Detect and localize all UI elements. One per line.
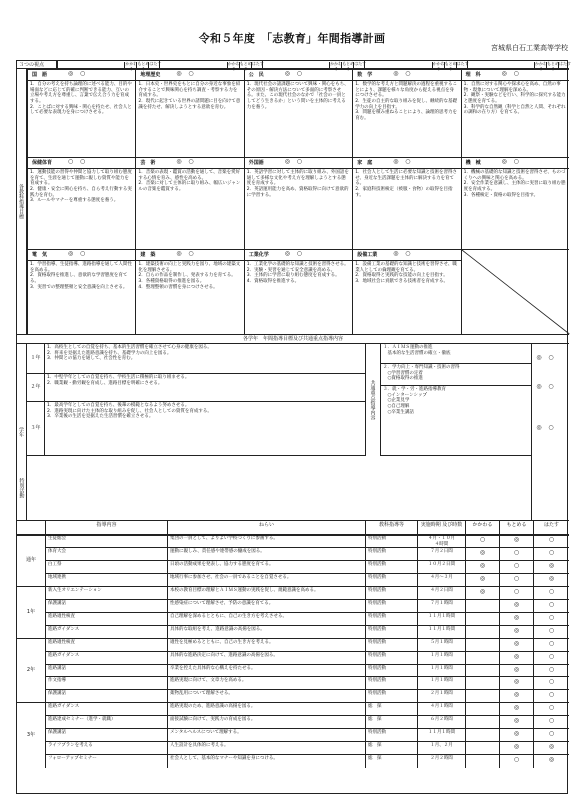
view-mark: ◎ (501, 70, 507, 77)
view-header-group (262, 61, 365, 69)
view-mark: ◎ (176, 250, 182, 257)
view-mark: ◎ (68, 70, 74, 77)
activity-aim: 運動に親しみ、責任感や連帯感の醸成を図る。 (167, 548, 365, 561)
activity-mark: ◎ (499, 652, 533, 665)
activity-subject: 特別活動 (365, 639, 417, 652)
activity-subject: 総 探 (365, 716, 417, 729)
activity-timing: １１月１時間 (417, 613, 465, 626)
view-header-group (159, 61, 262, 69)
table-row (45, 664, 569, 677)
subjects-grid (17, 69, 569, 334)
activity-aim: 自己理解を深めるとともに、自己の生き方を考えさせる。 (167, 613, 365, 626)
activity-subject: 特別活動 (365, 677, 417, 690)
table-header: ねらい (167, 521, 365, 535)
activity-mark: ○ (499, 574, 533, 587)
activity-aim: 卒業を控えた具体的な心構えを持たせる。 (167, 665, 365, 678)
activity-name: フォローアップセミナー (45, 755, 167, 768)
goals-header (17, 334, 569, 344)
subject-header (28, 158, 135, 169)
table-row (45, 586, 569, 599)
goal-mark: ○ (548, 354, 554, 361)
activity-mark: ◎ (533, 561, 569, 574)
activity-aim: 具体的な進路決定に向けて、進路意識の高揚を図る。 (167, 652, 365, 665)
activity-aim: 性感染症について理解させ、予防の意識を育てる。 (167, 600, 365, 613)
group-label: 1年 (17, 586, 45, 638)
table-header: 指導内容 (45, 521, 167, 535)
subject-text: 1．機械の基礎的な知識と技術を習得させ、ものづくりへの興味と関心を高める。 2．安全作業を意識し、主体的に実習に取り組む態度を育成する。 3．各種検定・資格の取得を目指す。 (463, 170, 566, 198)
activity-mark: ○ (499, 587, 533, 600)
table-row (45, 560, 569, 573)
view-mark: ◎ (284, 250, 291, 257)
activity-timing: １月１時間 (417, 665, 465, 678)
activity-mark: ○ (533, 703, 569, 716)
subject-cell (135, 69, 243, 157)
activity-name: 進路ガイダンス (45, 652, 167, 665)
activity-name: 進路適性検査 (45, 613, 167, 626)
view-mark: ○ (80, 250, 86, 257)
three-views-label: ３つの視点 (17, 61, 57, 69)
subject-text: 1．数学的な考え方と問題解決の過程を重視することにより、課題を様々な角度から捉える視点を身につけさせる。 2．生徒の自主的な取り組みを促し、継続的な基礎学力の向上を目指す。 3．問題を積み重ねることにより、論理的思考力を育む。 (355, 82, 458, 121)
subject-cell (461, 157, 569, 249)
subject-header (245, 158, 352, 169)
activity-timing: １０月２日間 (417, 561, 465, 574)
subject-name: 工業化学 (248, 252, 269, 258)
activity-mark: ◎ (499, 665, 533, 678)
activity-timing: ２月１時間 (417, 690, 465, 703)
view-mark: ○ (405, 250, 411, 257)
subject-header (353, 70, 460, 81)
activity-name: 進路ガイダンス (45, 626, 167, 639)
plan-table (16, 60, 571, 794)
activity-mark: ○ (533, 535, 569, 548)
activity-mark: ◎ (465, 574, 499, 587)
subject-name: 芸 術 (140, 160, 156, 166)
activity-mark: ○ (533, 677, 569, 690)
view-header-group (364, 61, 467, 69)
activity-aim: 本校の教育目標の理解とＡＩＭＳ運動の実践を促し、規範意識を高める。 (167, 587, 365, 600)
subject-name: 外国語 (248, 160, 264, 166)
subject-header (245, 70, 352, 81)
activity-mark: ○ (533, 548, 569, 561)
subject-header (28, 250, 135, 261)
activity-timing: ７月２日間 (417, 548, 465, 561)
activity-mark: ◎ (465, 548, 499, 561)
goal-text: 1．最高学年としての自覚を持ち、後輩の模範となるよう努めさせる。 2．進路実現に向けた主体的な取り組みを促し、社会人としての資質を育成する。 3．卒業後の生活を見据えた生活習慣を確立させる。 (45, 402, 365, 456)
activity-mark: ◎ (533, 742, 569, 755)
table-row (45, 676, 569, 689)
activity-name: 進路適性検査 (45, 639, 167, 652)
activity-aim: 適性を見極めるとともに、自己の生き方を考える。 (167, 639, 365, 652)
activity-mark: ◎ (499, 613, 533, 626)
goal-text: 1．中堅学年としての自覚を持ち、学校生活に積極的に取り組ませる。 2．職業観・勤労観を育成し、進路目標を明確にさせる。 (45, 374, 365, 402)
joint-item: ３．就・学・労・進路指導教育 ○インターンシップ ○企業見学 ○自己理解 ○卒業生講話 (381, 386, 531, 456)
diagonal-line (462, 250, 569, 334)
activity-mark: ◎ (499, 716, 533, 729)
activity-subject: 特別活動 (365, 587, 417, 600)
side-label-subjects: 各教科指導目標 (17, 69, 27, 334)
activity-name: 地域連携 (45, 574, 167, 587)
goal-year: ３年 (27, 402, 45, 456)
view-header: かかわる (534, 61, 547, 71)
activity-subject: 特別活動 (365, 548, 417, 561)
table-header: はたす (533, 521, 569, 535)
table-row (45, 728, 569, 741)
view-header-strip (57, 61, 569, 69)
subject-text: 1．自然に対する関心や探求心を高め、自然の事物・現象について理解を深める。 2．観察・実験などを行い、科学的に探究する能力と態度を育てる。 3．科学的な自然観（科学と自然と人間、それぞれの調和の在り方）を育てる。 (463, 82, 566, 116)
activity-mark: ◎ (499, 703, 533, 716)
activity-timing: ２月２時間 (417, 755, 465, 768)
activity-mark: ◎ (499, 600, 533, 613)
table-row (45, 625, 569, 638)
activity-subject: 特別活動 (365, 626, 417, 639)
view-header: はたす (148, 62, 161, 69)
view-header: もとめる (239, 61, 252, 71)
view-mark: ○ (80, 70, 86, 77)
subject-text: 1．現代社会の諸課題について興味・関心をもち、その原因・解決方法について多面的に考察させる。また、この現代社会のなかで「社会の一員としてどう生きるか」という問いを主体的に考える力を養う。 (246, 82, 349, 110)
subject-name: 電 気 (32, 252, 48, 258)
subject-name: 理 科 (465, 72, 481, 78)
view-mark: ○ (513, 158, 519, 165)
activity-rows (17, 534, 569, 793)
table-row (45, 651, 569, 664)
view-header: はたす (456, 62, 469, 69)
view-mark: ◎ (393, 158, 399, 165)
table-header: 教科指導等 (365, 521, 417, 535)
subject-name: 設備工業 (357, 252, 378, 258)
activity-mark: ◎ (533, 574, 569, 587)
activity-mark: ◎ (499, 639, 533, 652)
activity-mark: ◎ (499, 729, 533, 742)
view-mark: ◎ (176, 70, 182, 77)
school-name: 宮城県白石工業高等学校 (491, 44, 568, 52)
table-row (45, 534, 569, 547)
activity-subject: 特別活動 (365, 574, 417, 587)
activity-mark: ○ (533, 626, 569, 639)
table-row (45, 638, 569, 651)
view-mark: ◎ (284, 158, 291, 165)
view-mark: ○ (513, 70, 519, 77)
side-label-tokkatsu: 特別活動 (18, 478, 25, 498)
joint-header: 共通重点指導内容 (365, 344, 381, 456)
activity-subject: 特別活動 (365, 652, 417, 665)
subject-cell (27, 249, 135, 334)
activity-mark: ○ (533, 613, 569, 626)
activity-aim: 社会人として、基本的なマナーや知識を身につける。 (167, 755, 365, 768)
goal-mark: ◎ (536, 354, 542, 361)
goal-mark: ◎ (536, 383, 542, 390)
group-label: 通年 (17, 534, 45, 586)
activity-timing: ６月２時間 (417, 716, 465, 729)
activity-mark: ◎ (499, 535, 533, 548)
marks-separator (531, 344, 532, 520)
view-header: はたす (251, 62, 264, 69)
table-row (45, 702, 569, 715)
activity-mark: ○ (499, 561, 533, 574)
activity-mark: ○ (533, 587, 569, 600)
empty-cell (461, 249, 569, 334)
view-mark: ○ (405, 158, 411, 165)
view-header-group (57, 61, 160, 69)
view-mark: ○ (296, 70, 303, 77)
activity-mark: ○ (499, 755, 533, 768)
activity-subject: 総 探 (365, 755, 417, 768)
joint-item: １．ＡＩＭＳ運動の推進 基本的な生活習慣の確立・徹底 (381, 344, 531, 364)
goal-year: ２年 (27, 374, 45, 402)
activity-mark: ○ (499, 548, 533, 561)
subject-header (245, 250, 352, 261)
subject-text: 1．建築技術の向上と実践力を図り、地域の建築文化を理解させる。 2．自らの作品を制作し、発表する力を育てる。 3．各種資格取得の推進を図る。 4．整理整頓の習慣を身につけさせる。 (138, 262, 241, 290)
activity-name: 進路講話 (45, 665, 167, 678)
activity-timing: １月１時間 (417, 652, 465, 665)
activity-mark: ○ (533, 716, 569, 729)
view-header: はたす (353, 62, 366, 69)
activity-timing: １１月１時間 (417, 729, 465, 742)
subject-name: 公 民 (248, 72, 264, 78)
activity-mark: ○ (533, 729, 569, 742)
view-mark: ◎ (284, 70, 291, 77)
activity-name: 保護講話 (45, 600, 167, 613)
view-mark: ○ (188, 158, 194, 165)
activity-name: 新入生オリエンテーション (45, 587, 167, 600)
activity-mark: ○ (465, 535, 499, 548)
view-header: かかわる (125, 61, 138, 71)
table-row (45, 715, 569, 728)
subject-cell (352, 249, 460, 334)
subject-header (136, 250, 243, 261)
subject-text: 1．設備工業の基礎的な知識と技術を習得させ、職業人としての倫理観を育てる。 2．資格取得と実践的な技能の向上を目指す。 3．地域社会に貢献できる技術者を育成する。 (355, 262, 457, 284)
activity-aim: 薬物乱用について理解させる。 (167, 690, 365, 703)
activity-subject: 総 探 (365, 703, 417, 716)
view-header: かかわる (227, 61, 240, 71)
subject-name: 家 庭 (357, 160, 373, 166)
activity-mark: ◎ (533, 755, 569, 768)
activity-aim: 進路実現のため、進路意識の高揚を図る。 (167, 703, 365, 716)
activity-mark: ○ (533, 600, 569, 613)
table-row (45, 573, 569, 586)
side-label-year: 学年 (17, 344, 27, 520)
activity-subject: 総 探 (365, 742, 417, 755)
activity-aim: 具体的な取組を考え、進路意識の高揚を図る。 (167, 626, 365, 639)
view-header: もとめる (137, 61, 150, 71)
activity-timing: ７月１時間 (417, 600, 465, 613)
subject-name: 国 語 (32, 72, 48, 78)
activity-mark: ◎ (465, 587, 499, 600)
view-mark: ○ (68, 158, 74, 165)
subject-text: 1．学習指導、生徒指導、進路指導を通して人間性を高める。 2．資格取得を推進し、意欲的な学習態度を育てる。 3．実習での整理整頓と安全意識を向上させる。 (30, 262, 132, 290)
activity-aim: 人生設計を具体的に考える。 (167, 742, 365, 755)
goal-mark: ○ (548, 383, 554, 390)
subject-text: 1．運動技能の習得や仲間と協力して取り組む態度を育て、生涯を通じて運動に親しむ資質や能力を育成する。 2．健康・安全に関心を持ち、自ら考え行動する実践力を育む。 3．ルールやマナーを尊重する態度を養う。 (30, 170, 132, 204)
view-header: もとめる (444, 61, 457, 71)
subject-header (462, 70, 569, 81)
activity-name: 白工祭 (45, 561, 167, 574)
group-label: 2年 (17, 638, 45, 703)
view-mark: ◎ (68, 250, 74, 257)
view-mark: ○ (188, 250, 194, 257)
subject-header (353, 250, 460, 261)
activity-subject: 特別活動 (365, 665, 417, 678)
subject-cell (244, 249, 352, 334)
goals-header-text: 各学年 年間指導目標及び共通重点指導内容 (242, 336, 343, 342)
activity-subject: 特別活動 (365, 613, 417, 626)
subject-cell (27, 157, 135, 249)
activity-mark: ◎ (465, 561, 499, 574)
view-header: もとめる (546, 61, 559, 71)
activity-mark: ◎ (499, 742, 533, 755)
view-header: はたす (558, 62, 571, 69)
activity-mark: ○ (533, 652, 569, 665)
activity-mark (465, 755, 499, 768)
subject-cell (27, 69, 135, 157)
subject-text: 1．日本史・世界史をもとに自分の身近な事象を紹介することで興味関心を持ち調査・考察する力を育成する。 2．現代に起きている世界の諸問題に目を向けて意識を持たせ、解決しようとする意欲を育む。 (138, 82, 241, 110)
view-mark: ◎ (393, 70, 399, 77)
subject-name: 保健体育 (32, 160, 53, 166)
activity-name: 生徒総会 (45, 535, 167, 548)
goal-text: 1．高校生としての自覚を持ち、基本的生活習慣を確立させて心身の健康を図る。 2．将来を見据えた進路意識を持ち、基礎学力の向上を図る。 3．仲間との協力を通して、社会性を育む。 (45, 344, 365, 374)
activity-name: ライフプランを考える (45, 742, 167, 755)
joint-item: ２．学力向上・専門知識・技術の習得 ○学習習慣の定着 ○資格取得の推進 (381, 364, 531, 386)
table-row (45, 612, 569, 625)
subject-name: 建 築 (140, 252, 156, 258)
view-header-group (467, 61, 570, 69)
table-row (45, 741, 569, 754)
activity-timing: ４月〜３月 (417, 574, 465, 587)
subject-cell (352, 157, 460, 249)
subject-cell (135, 157, 243, 249)
activity-aim: メンタルヘルスについて理解する。 (167, 729, 365, 742)
activity-name: 進路達成セミナー（進学・就職） (45, 716, 167, 729)
view-mark: ○ (296, 158, 303, 165)
subject-cell (244, 69, 352, 157)
activity-mark: ◎ (499, 677, 533, 690)
activity-subject: 特別活動 (365, 600, 417, 613)
subject-cell (461, 69, 569, 157)
activity-subject: 特別活動 (365, 561, 417, 574)
subject-header (353, 158, 460, 169)
activity-mark: ○ (533, 665, 569, 678)
subject-header (136, 158, 243, 169)
view-mark: ○ (405, 70, 411, 77)
group-label: 3年 (17, 702, 45, 767)
subject-header (462, 158, 569, 169)
activity-mark: ◎ (499, 690, 533, 703)
activity-mark: ◎ (499, 626, 533, 639)
activity-subject: 特別活動 (365, 690, 417, 703)
subject-name: 地理歴史 (140, 72, 161, 78)
table-row (45, 547, 569, 560)
view-mark: ◎ (501, 158, 507, 165)
subject-text: 1．社会人として生活に必要な知識と技術を習得させ、身近な生活課題を主体的に解決する力を育てる。 2．家庭科技術検定（被服・食物）の取得を目指す。 (355, 170, 458, 198)
activity-timing: ５月１時間 (417, 639, 465, 652)
view-mark: ○ (188, 70, 194, 77)
view-mark: ◎ (393, 250, 399, 257)
goals-area (17, 344, 569, 520)
activity-aim: 地域行事に参加させ、社会の一員であることを自覚させる。 (167, 574, 365, 587)
subject-text: 1．自分の考えを持ち論理的に述べる能力、目的や場面などに応じて的確に判断できる能力、互いの立場や考え方を尊重し、言葉で伝え合う力を育成する。 2．ことばに対する興味・関心を持たせ、社会人として必要な表現力を身につけさせる。 (30, 82, 132, 116)
subject-header (136, 70, 243, 81)
activity-name: 進路ガイダンス (45, 703, 167, 716)
activity-timing: ４月１時間 (417, 703, 465, 716)
activity-aim: 面接試験に向けて、実践力の育成を図る。 (167, 716, 365, 729)
view-mark: ○ (296, 250, 303, 257)
table-row (45, 599, 569, 612)
activity-timing: １１月１時間 (417, 626, 465, 639)
view-mark: ◎ (176, 158, 182, 165)
subject-cell (352, 69, 460, 157)
table-header: もとめる (499, 521, 533, 535)
activity-timing: ４月・１０月 ４時間 (417, 535, 465, 548)
activity-timing: １月１時間 (417, 677, 465, 690)
view-mark: ○ (80, 158, 86, 165)
table-header: 実施時期 及び時数 (417, 521, 465, 535)
view-header: もとめる (342, 61, 355, 71)
subject-text: 1．英語学習に対して主体的に取り組み、外国語を通して多様な文化や考え方を理解しようとする態度を育成する。 2．英語運用能力を高め、資格取得に向けて意欲的に学習する。 (246, 170, 349, 198)
subject-header (28, 70, 135, 81)
activity-aim: 進路実現に向けて、文章力を高める。 (167, 677, 365, 690)
activity-subject: 特別活動 (365, 729, 417, 742)
table-header: かかわる (465, 521, 499, 535)
view-header: かかわる (432, 61, 445, 71)
subject-cell (135, 249, 243, 334)
activity-name: 保護講話 (45, 690, 167, 703)
activity-name: 体育大会 (45, 548, 167, 561)
subject-name: 機 械 (465, 160, 481, 166)
subject-text: 1．音楽の表現・鑑賞の活動を通して、音楽を愛好する心情を育み、感性を高める。 2．音楽に対して主体的に取り組み、幅広いジャンルの音楽を鑑賞する。 (138, 170, 241, 192)
page-title: 令和５年度 「志教育」年間指導計画 (198, 32, 386, 45)
activity-aim: 集団の一員として、よりよい学校づくりに参画する。 (167, 535, 365, 548)
activity-aim: 日頃の活動成果を発表し、協力する態度を育てる。 (167, 561, 365, 574)
activity-mark: ○ (533, 690, 569, 703)
activity-timing: ４月２日間 (417, 587, 465, 600)
view-header: かかわる (330, 61, 343, 71)
table-row (45, 754, 569, 767)
activity-name: 作文指導 (45, 677, 167, 690)
activity-name: 保護講話 (45, 729, 167, 742)
subject-cell (244, 157, 352, 249)
activity-mark: ○ (533, 639, 569, 652)
subject-text: 1．工業化学の基礎的な知識と技術を習得させる。 2．実験・実習を通じて安全意識を高める。 3．主体的に学習に取り組む態度を育成する。 4．資格取得を推進する。 (246, 262, 349, 284)
table-row (45, 689, 569, 702)
goal-year: １年 (27, 344, 45, 374)
subject-name: 数 学 (357, 72, 373, 78)
activity-subject: 特別活動 (365, 535, 417, 548)
goal-mark: ◎ (536, 424, 542, 431)
goal-mark: ○ (548, 424, 554, 431)
activity-timing: １月、２月 (417, 742, 465, 755)
